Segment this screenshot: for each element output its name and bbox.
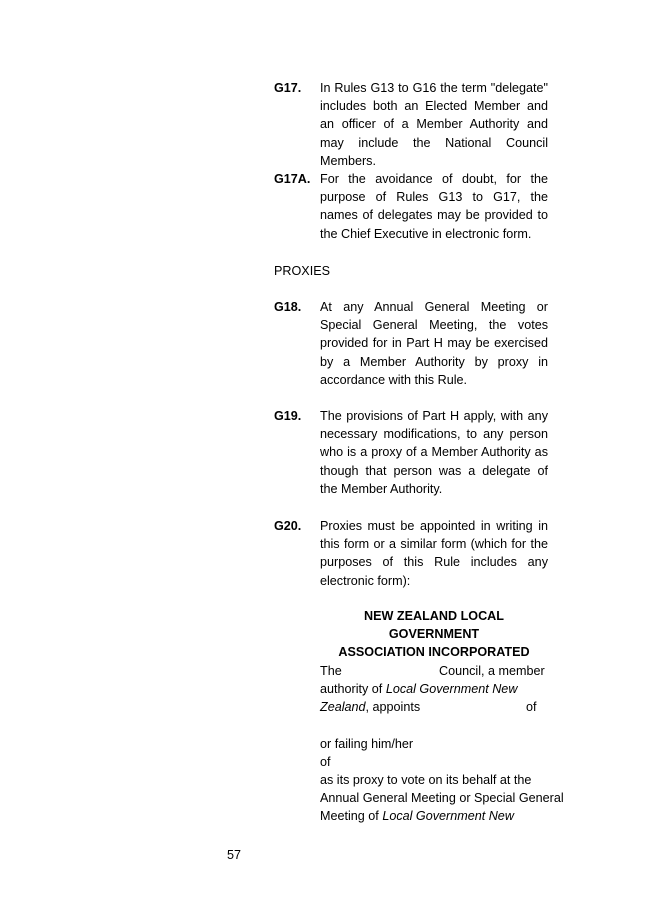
form-line — [320, 680, 517, 698]
page-number: 57 — [227, 848, 242, 862]
rule-number: G17. — [274, 81, 302, 95]
rule-text: For the avoidance of doubt, for the purpose of Rules G13 to G17, the names of delegates may be provided to the Chief Executive in electronic form. — [320, 172, 548, 241]
rule-number: G18. — [274, 300, 302, 314]
form-title-line: NEW ZEALAND LOCAL GOVERNMENT — [364, 609, 504, 642]
form-text: authority of — [320, 682, 386, 696]
rule-number: G19. — [274, 409, 302, 423]
rule-number: G20. — [274, 519, 302, 533]
proxy-form-title — [320, 607, 548, 662]
form-line — [320, 662, 545, 680]
form-text: Council, a member — [439, 664, 545, 678]
form-line: or failing him/her — [320, 737, 414, 751]
rule-text: The provisions of Part H apply, with any necessary modifications, to any person who is a proxy of a Member Authority as though that person was a delegate of the Member Authority. — [320, 409, 548, 496]
rule-number: G17A. — [274, 172, 311, 186]
form-text: The — [320, 664, 342, 678]
form-title-line: ASSOCIATION INCORPORATED — [338, 645, 530, 660]
form-text-italic: Zealand — [320, 700, 366, 714]
form-line: as its proxy to vote on its behalf at the — [320, 773, 532, 787]
form-text-italic: Local Government New — [385, 682, 518, 696]
form-text: of — [526, 700, 537, 714]
form-text: Meeting of — [320, 809, 383, 823]
rule-text: In Rules G13 to G16 the term "delegate" includes both an Elected Member and an officer of a Member Authority and may include the National Council Members. — [320, 81, 548, 168]
rule-text: At any Annual General Meeting or Special General Meeting, the votes provided for in Part H may be exercised by a Member Authority by proxy in accordance with this Rule. — [320, 300, 548, 387]
form-text: , appoints — [365, 700, 421, 714]
form-text-italic: Local Government New — [382, 809, 514, 823]
rule-text: Proxies must be appointed in writing in this form or a similar form (which for the purposes of this Rule includes any electronic form): — [320, 519, 548, 588]
form-line — [320, 807, 514, 825]
form-line — [320, 698, 537, 716]
section-heading: PROXIES — [274, 264, 330, 278]
form-line: Annual General Meeting or Special General — [320, 791, 564, 805]
form-line: of — [320, 755, 331, 769]
